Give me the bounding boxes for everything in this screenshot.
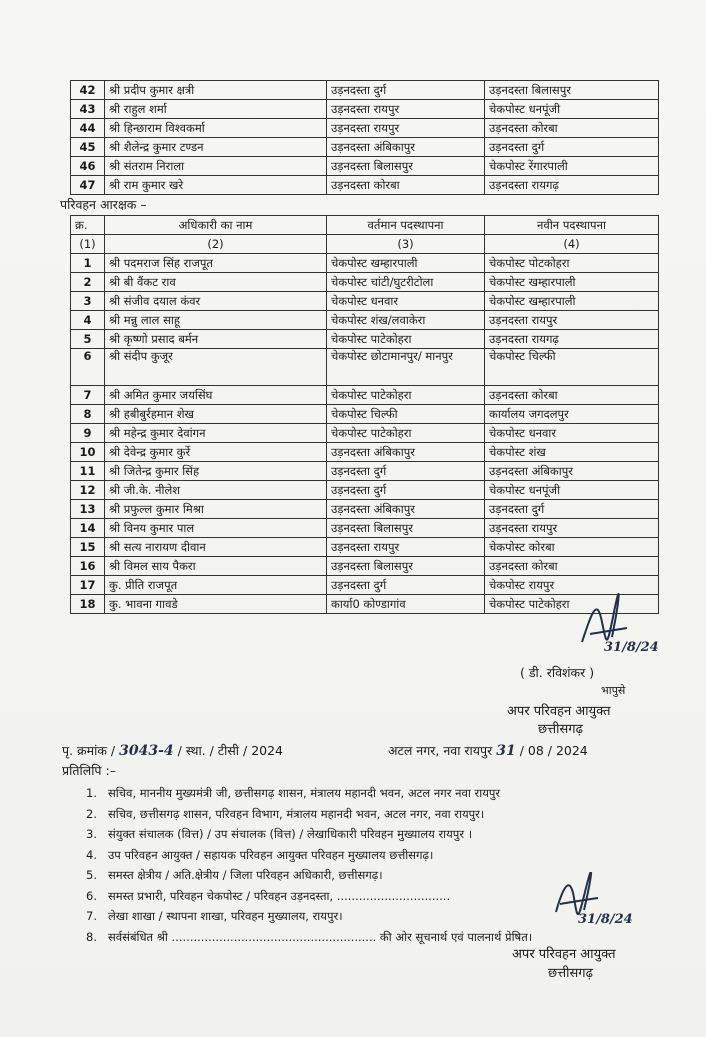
table-header-row (71, 216, 659, 235)
serial-cell: 3 (71, 292, 105, 311)
new-posting-cell: उड़नदस्ता बिलासपुर (485, 81, 659, 100)
place-date-line (388, 742, 588, 759)
list-item (86, 845, 646, 866)
table-row (71, 100, 659, 119)
table-row (71, 500, 659, 519)
header-new-posting: नवीन पदस्थापना (485, 216, 659, 235)
officer-name-cell: श्री जी.के. नीलेश (105, 481, 327, 500)
current-posting-cell: चेकपोस्ट छोटामानपुर/ मानपुर (327, 349, 485, 386)
table-row (71, 254, 659, 273)
new-posting-cell: उड़नदस्ता रायपुर (485, 311, 659, 330)
current-posting-cell: उड़नदस्ता अंबिकापुर (327, 443, 485, 462)
current-posting-cell: चेकपोस्ट धनवार (327, 292, 485, 311)
list-item-text: लेखा शाखा / स्थापना शाखा, परिवहन मुख्यालय, रायपुर। (108, 909, 343, 923)
new-posting-cell: चेकपोस्ट शंख (485, 443, 659, 462)
table-row (71, 405, 659, 424)
officer-name-cell: श्री पदमराज सिंह राजपूत (105, 254, 327, 273)
officer-name-cell: श्री विनय कुमार पाल (105, 519, 327, 538)
serial-cell: 11 (71, 462, 105, 481)
copy-label: प्रतिलिपि :– (62, 763, 116, 778)
table-row (71, 576, 659, 595)
list-item-text: समस्त प्रभारी, परिवहन चेकपोस्ट / परिवहन उड़नदस्ता, ............................... (108, 888, 451, 903)
officer-name-cell: श्री संजीव दयाल कंवर (105, 292, 327, 311)
current-posting-cell: उड़नदस्ता कोरबा (327, 176, 485, 195)
current-posting-cell: चेकपोस्ट पाटेकोहरा (327, 386, 485, 405)
list-item-text: समस्त क्षेत्रीय / अति.क्षेत्रीय / जिला परिवहन अधिकारी, छत्तीसगढ़। (108, 868, 383, 882)
officer-name-cell: श्री कृष्णो प्रसाद बर्मन (105, 330, 327, 349)
serial-cell: 14 (71, 519, 105, 538)
table-row (71, 538, 659, 557)
current-posting-cell: उड़नदस्ता अंबिकापुर (327, 500, 485, 519)
subheader-2: (2) (105, 235, 327, 254)
place: अटल नगर, नवा रायपुर (388, 743, 493, 758)
list-item-number: 2. (86, 806, 97, 821)
new-posting-cell: चेकपोस्ट चिल्फी (485, 349, 659, 386)
current-posting-cell: उड़नदस्ता बिलासपुर (327, 519, 485, 538)
current-posting-cell: उड़नदस्ता दुर्ग (327, 81, 485, 100)
current-posting-cell: चेकपोस्ट चिल्फी (327, 405, 485, 424)
table-row (71, 349, 659, 386)
table-row (71, 311, 659, 330)
new-posting-cell: चेकपोस्ट खम्हारपाली (485, 292, 659, 311)
current-posting-cell: चेकपोस्ट खम्हारपाली (327, 254, 485, 273)
serial-cell: 5 (71, 330, 105, 349)
table-subheader-row (71, 235, 659, 254)
officer-name-cell: श्री हिन्छाराम विश्वकर्मा (105, 119, 327, 138)
serial-cell: 10 (71, 443, 105, 462)
serial-cell: 4 (71, 311, 105, 330)
subheader-1: (1) (71, 235, 105, 254)
footer-designation: अपर परिवहन आयुक्त (512, 947, 616, 962)
list-item-text: संयुक्त संचालक (वित्त) / उप संचालक (वित्त) / लेखाधिकारी परिवहन मुख्यालय रायपुर । (108, 827, 473, 841)
serial-cell: 15 (71, 538, 105, 557)
officer-name-cell: श्री प्रफुल्ल कुमार मिश्रा (105, 500, 327, 519)
new-posting-cell: उड़नदस्ता रायगढ़ (485, 176, 659, 195)
serial-cell: 47 (71, 176, 105, 195)
officer-name-cell: श्री विमल साय पैकरा (105, 557, 327, 576)
officer-name-cell: श्री हबीबुर्रहमान शेख (105, 405, 327, 424)
officer-name-cell: श्री बी वैंकट राव (105, 273, 327, 292)
list-item-number: 4. (86, 847, 97, 862)
footer-state: छत्तीसगढ़ (548, 966, 593, 981)
new-posting-cell: चेकपोस्ट कोरबा (485, 538, 659, 557)
current-posting-cell: चेकपोस्ट पाटेकोहरा (327, 424, 485, 443)
new-posting-cell: चेकपोस्ट धनपूंजी (485, 481, 659, 500)
current-posting-cell: उड़नदस्ता रायपुर (327, 119, 485, 138)
current-posting-cell: उड़नदस्ता रायपुर (327, 100, 485, 119)
new-posting-cell: उड़नदस्ता दुर्ग (485, 138, 659, 157)
new-posting-cell: उड़नदस्ता कोरबा (485, 386, 659, 405)
footer-signature-date: 31/8/24 (578, 912, 633, 927)
officer-name-cell: श्री शैलेन्द्र कुमार टण्डन (105, 138, 327, 157)
current-posting-cell: उड़नदस्ता रायपुर (327, 538, 485, 557)
officer-name-cell: श्री राहुल शर्मा (105, 100, 327, 119)
list-item-number: 1. (86, 786, 97, 800)
new-posting-cell: उड़नदस्ता दुर्ग (485, 500, 659, 519)
current-posting-cell: उड़नदस्ता बिलासपुर (327, 557, 485, 576)
serial-cell: 9 (71, 424, 105, 443)
copy-recipients-list (86, 783, 646, 947)
officer-name-cell: श्री देवेन्द्र कुमार कुर्रे (105, 443, 327, 462)
serial-cell: 17 (71, 576, 105, 595)
serial-cell: 16 (71, 557, 105, 576)
current-posting-cell: कार्या0 कोण्डागांव (327, 595, 485, 614)
new-posting-cell: उड़नदस्ता अंबिकापुर (485, 462, 659, 481)
subheader-3: (3) (327, 235, 485, 254)
serial-cell: 13 (71, 500, 105, 519)
serial-cell: 6 (71, 349, 105, 386)
table-row (71, 481, 659, 500)
officer-table-continued (70, 80, 659, 195)
header-serial: क्र. (71, 216, 105, 235)
current-posting-cell: उड़नदस्ता दुर्ग (327, 576, 485, 595)
serial-cell: 45 (71, 138, 105, 157)
list-item (86, 783, 646, 804)
table-row (71, 462, 659, 481)
table-row (71, 176, 659, 195)
current-posting-cell: चेकपोस्ट चांटी/घुटरीटोला (327, 273, 485, 292)
list-item-number: 7. (86, 909, 97, 923)
table-row (71, 273, 659, 292)
table-row (71, 424, 659, 443)
serial-cell: 1 (71, 254, 105, 273)
serial-cell: 42 (71, 81, 105, 100)
table-row (71, 557, 659, 576)
list-item-text: सचिव, छत्तीसगढ़ शासन, परिवहन विभाग, मंत्रालय महानदी भवन, अटल नगर, नवा रायपुर। (108, 806, 485, 821)
serial-cell: 7 (71, 386, 105, 405)
new-posting-cell: उड़नदस्ता रायगढ़ (485, 330, 659, 349)
list-item-text: सर्वसंबंधित श्री ........................................................ की ओर सूचनार्थ एवं पालनार्थ प्रेषित। (108, 929, 533, 944)
header-officer-name: अधिकारी का नाम (105, 216, 327, 235)
serial-cell: 12 (71, 481, 105, 500)
new-posting-cell: उड़नदस्ता कोरबा (485, 557, 659, 576)
table-row (71, 138, 659, 157)
serial-cell: 8 (71, 405, 105, 424)
serial-cell: 46 (71, 157, 105, 176)
reference-line: पृ. क्रमांक / 3043-4 / स्था. / टीसी / 2024 (62, 743, 284, 759)
list-item-text: उप परिवहन आयुक्त / सहायक परिवहन आयुक्त परिवहन मुख्यालय छत्तीसगढ़। (108, 847, 434, 862)
officer-name-cell: श्री महेन्द्र कुमार देवांगन (105, 424, 327, 443)
signatory-designation: अपर परिवहन आयुक्त (507, 704, 611, 719)
new-posting-cell: उड़नदस्ता कोरबा (485, 119, 659, 138)
serial-cell: 18 (71, 595, 105, 614)
current-posting-cell: चेकपोस्ट शंख/लवाकेरा (327, 311, 485, 330)
section-label-transport-constable: परिवहन आरक्षक – (60, 197, 147, 212)
new-posting-cell: चेकपोस्ट धनपूंजी (485, 100, 659, 119)
current-posting-cell: उड़नदस्ता अंबिकापुर (327, 138, 485, 157)
transport-constable-table (70, 215, 659, 614)
signatory-service: भापुसे (601, 684, 626, 697)
new-posting-cell: चेकपोस्ट धनवार (485, 424, 659, 443)
new-posting-cell: चेकपोस्ट रायपुर (485, 576, 659, 595)
date-rest: / 08 / 2024 (519, 743, 588, 758)
officer-name-cell: श्री मन्नु लाल साहू (105, 311, 327, 330)
officer-name-cell: श्री संतराम निराला (105, 157, 327, 176)
list-item-number: 6. (86, 888, 97, 903)
table-row (71, 157, 659, 176)
list-item-number: 5. (86, 868, 97, 882)
officer-name-cell: श्री अमित कुमार जयसिंघ (105, 386, 327, 405)
reference-number: 3043-4 (119, 743, 174, 759)
new-posting-cell: चेकपोस्ट रेंगारपाली (485, 157, 659, 176)
officer-name-cell: कु. प्रीति राजपूत (105, 576, 327, 595)
table-row (71, 443, 659, 462)
officer-name-cell: श्री संदीप कुजूर (105, 349, 327, 386)
list-item-text: सचिव, माननीय मुख्यमंत्री जी, छत्तीसगढ़ शासन, मंत्रालय महानदी भवन, अटल नगर नवा रायपुर (108, 786, 501, 800)
signature-date: 31/8/24 (604, 640, 659, 655)
header-current-posting: वर्तमान पदस्थापना (327, 216, 485, 235)
table-row (71, 386, 659, 405)
table-row (71, 595, 659, 614)
table-row (71, 519, 659, 538)
current-posting-cell: उड़नदस्ता दुर्ग (327, 481, 485, 500)
current-posting-cell: उड़नदस्ता दुर्ग (327, 462, 485, 481)
officer-name-cell: श्री सत्य नारायण दीवान (105, 538, 327, 557)
list-item-number: 3. (86, 827, 97, 841)
new-posting-cell: उड़नदस्ता रायपुर (485, 519, 659, 538)
current-posting-cell: चेकपोस्ट पाटेकोहरा (327, 330, 485, 349)
new-posting-cell: कार्यालय जगदलपुर (485, 405, 659, 424)
officer-name-cell: श्री राम कुमार खरे (105, 176, 327, 195)
current-posting-cell: उड़नदस्ता बिलासपुर (327, 157, 485, 176)
officer-name-cell: श्री जितेन्द्र कुमार सिंह (105, 462, 327, 481)
new-posting-cell: चेकपोस्ट पोटकोहरा (485, 254, 659, 273)
serial-cell: 44 (71, 119, 105, 138)
subheader-4: (4) (485, 235, 659, 254)
officer-name-cell: श्री प्रदीप कुमार क्षत्री (105, 81, 327, 100)
table-row (71, 292, 659, 311)
table-row (71, 119, 659, 138)
list-item (86, 804, 646, 825)
serial-cell: 2 (71, 273, 105, 292)
table-row (71, 330, 659, 349)
list-item-number: 8. (86, 929, 97, 944)
signatory-state: छत्तीसगढ़ (538, 722, 583, 737)
signatory-name: ( डी. रविशंकर ) (520, 665, 595, 680)
table-row (71, 81, 659, 100)
new-posting-cell: चेकपोस्ट पाटेकोहरा (485, 595, 659, 614)
list-item (86, 824, 646, 845)
new-posting-cell: चेकपोस्ट खम्हारपाली (485, 273, 659, 292)
serial-cell: 43 (71, 100, 105, 119)
officer-name-cell: कु. भावना गावडे (105, 595, 327, 614)
date-day: 31 (496, 743, 516, 759)
